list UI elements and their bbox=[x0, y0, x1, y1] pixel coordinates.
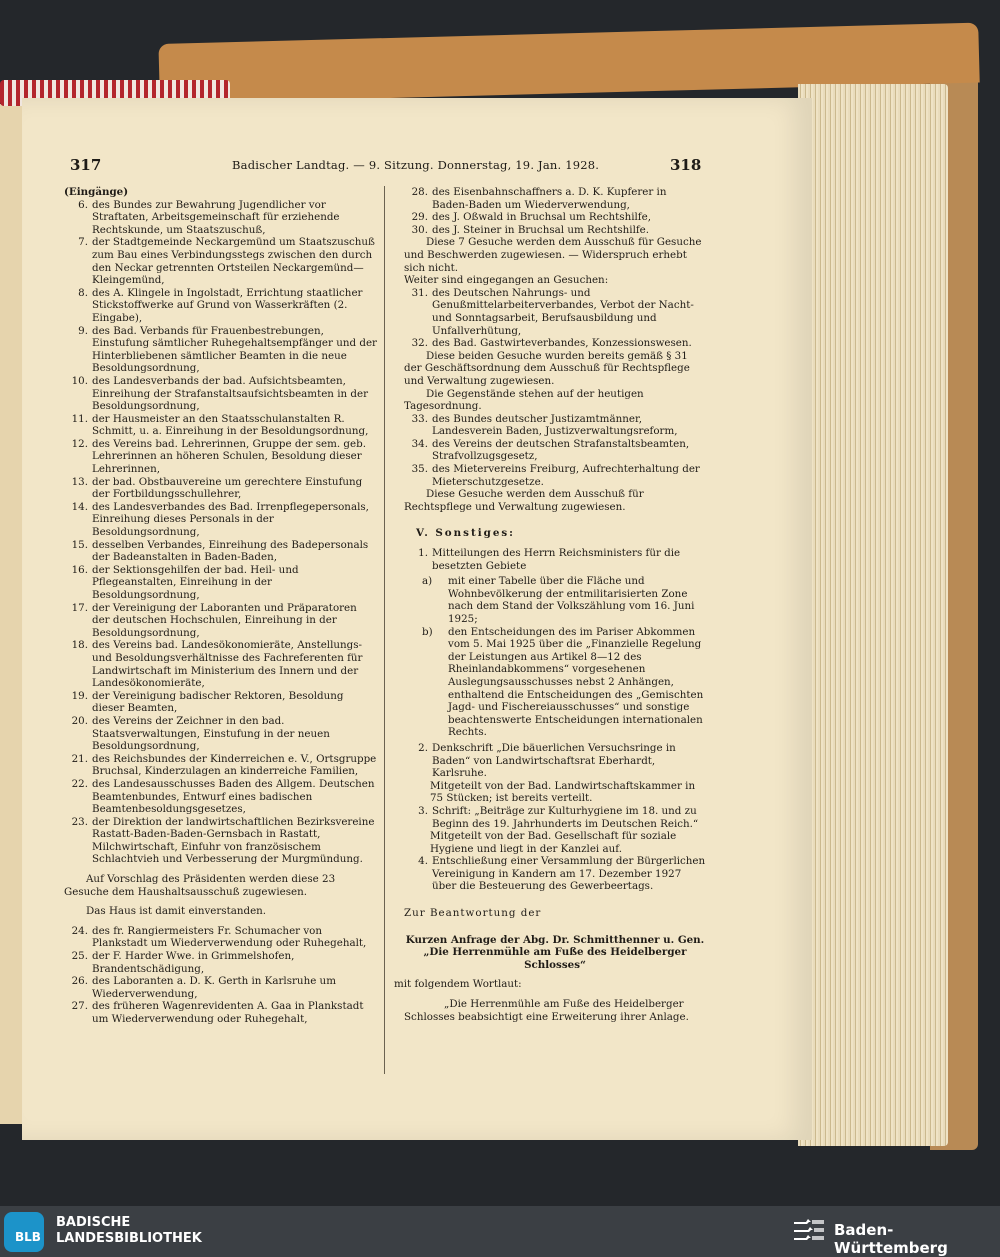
paragraph: Diese 7 Gesuche werden dem Ausschuß für Gesuche und Beschwerden zugewiesen. — Widerspruch erhebt sich nicht. bbox=[404, 236, 702, 274]
item-text: Mitteilungen des Herrn Reichsministers für die besetzten Gebiete bbox=[432, 547, 681, 572]
item-number: 7. bbox=[78, 236, 88, 249]
item-number: 8. bbox=[78, 286, 88, 299]
sub-item bbox=[404, 575, 706, 625]
item-text: der F. Harder Wwe. in Grimmelshofen, Brandentschädigung, bbox=[92, 950, 295, 975]
list-item bbox=[64, 816, 377, 866]
list-item bbox=[64, 778, 377, 816]
page-edges bbox=[798, 84, 948, 1146]
list-item bbox=[404, 463, 706, 488]
item-text: der Direktion der landwirtschaftlichen Bezirksvereine Rastatt-Baden-Baden-Gernsbach in Rastatt, Milchwirtschaft, Einfuhr von französischem Schlachtvieh und Verbesserung der Murgmündung. bbox=[92, 815, 375, 866]
item-number: 1. bbox=[418, 547, 428, 560]
list-item bbox=[64, 925, 377, 950]
item-number: 31. bbox=[411, 286, 428, 299]
list-item bbox=[404, 186, 706, 211]
list-item bbox=[404, 224, 706, 237]
petition-list bbox=[64, 925, 377, 1026]
section-title: V. Sonstiges: bbox=[416, 527, 515, 540]
sub-item bbox=[404, 626, 706, 739]
paragraph: Weiter sind eingegangen an Gesuchen: bbox=[404, 274, 609, 287]
item-number: 9. bbox=[78, 324, 88, 337]
list-item bbox=[64, 375, 377, 413]
item-number: 17. bbox=[71, 601, 88, 614]
paragraph: mit folgendem Wortlaut: bbox=[394, 978, 522, 991]
item-number: 13. bbox=[71, 475, 88, 488]
column-rule bbox=[384, 186, 385, 1074]
list-item bbox=[64, 539, 377, 564]
item-number: 28. bbox=[411, 186, 428, 198]
item-text: des Vereins der deutschen Strafanstaltsbeamten, Strafvollzugsgesetz, bbox=[432, 437, 690, 463]
page-number-left: 317 bbox=[70, 156, 102, 174]
item-text: der Stadtgemeinde Neckargemünd um Staatszuschuß zum Bau eines Verbindungsstegs zwischen den durch den Neckar getrennten Ortsteilen Neckargemünd—Kleingemünd, bbox=[92, 236, 375, 287]
paragraph: Das Haus ist damit einverstanden. bbox=[86, 905, 267, 918]
list-item bbox=[404, 547, 706, 572]
item-number: 27. bbox=[71, 1000, 88, 1013]
list-item bbox=[64, 438, 377, 476]
item-letter: b) bbox=[422, 625, 433, 638]
item-number: 18. bbox=[71, 639, 88, 652]
baden-wuerttemberg-lions-icon bbox=[792, 1216, 826, 1246]
item-text: des Bundes zur Bewahrung Jugendlicher vor Straftaten, Arbeitsgemeinschaft für erziehende Rechtskunde, um Staatszuschuß, bbox=[92, 198, 340, 236]
item-text: mit einer Tabelle über die Fläche und Wohnbevölkerung der entmilitarisierten Zone nach dem Stand der Volkszählung vom 16. Juni 1925; bbox=[448, 575, 695, 625]
list-item bbox=[404, 211, 706, 224]
running-head: Badischer Landtag. — 9. Sitzung. Donnerstag, 19. Jan. 1928. bbox=[232, 158, 600, 172]
blb-logo-icon: BLB bbox=[4, 1212, 44, 1252]
list-item bbox=[64, 975, 377, 1000]
paragraph: Mitgeteilt von der Bad. Gesellschaft für soziale Hygiene und liegt in der Kanzlei auf. bbox=[430, 830, 677, 855]
list-item bbox=[404, 855, 706, 893]
item-text: des A. Klingele in Ingolstadt, Errichtung staatlicher Stickstoffwerke auf Grund von Wasserkräften (2. Eingabe), bbox=[92, 286, 363, 324]
item-number: 16. bbox=[71, 563, 88, 576]
item-text: des fr. Rangiermeisters Fr. Schumacher von Plankstadt um Wiederverwendung oder Ruhegehalt, bbox=[92, 924, 367, 950]
paragraph: Diese beiden Gesuche wurden bereits gemäß § 31 der Geschäftsordnung dem Ausschuß für Rechtspflege und Verwaltung zugewiesen. bbox=[404, 349, 690, 387]
inquiry-title: Kurzen Anfrage der Abg. Dr. Schmitthenner u. Gen. bbox=[405, 933, 705, 946]
item-number: 20. bbox=[71, 714, 88, 727]
item-number: 3. bbox=[418, 804, 428, 817]
item-text: des Eisenbahnschaffners a. D. K. Kupferer in Baden-Baden um Wiederverwendung, bbox=[432, 186, 667, 211]
list-item bbox=[404, 413, 706, 438]
item-text: der Vereinigung der Laboranten und Präparatoren der deutschen Hochschulen, Einreihung in der Besoldungsordnung, bbox=[92, 601, 357, 639]
paragraph: Diese Gesuche werden dem Ausschuß für Rechtspflege und Verwaltung zugewiesen. bbox=[404, 488, 644, 513]
right-column bbox=[394, 186, 706, 1023]
item-number: 19. bbox=[71, 689, 88, 702]
petition-list bbox=[404, 287, 706, 350]
item-number: 2. bbox=[418, 741, 428, 754]
item-text: des Vereins bad. Landesökonomieräte, Anstellungs- und Besoldungsverhältnisse des Fachreferenten für Landwirtschaft im Ministerium des Innern und der Landesökonomieräte, bbox=[92, 639, 363, 690]
item-text: des Deutschen Nahrungs- und Genußmittelarbeiterverbandes, Verbot der Nacht- und Sonntagsarbeit, Berufsausbildung und Unfallverhütung, bbox=[432, 286, 694, 337]
item-text: den Entscheidungen des im Pariser Abkommen vom 5. Mai 1925 über die „Finanzielle Regelung der Leistungen aus Artikel 8—12 des Rheinlandabkommens“ vorgesehenen Auslegungsausschusses nebst 2 Anhängen, enthaltend die Entscheidungen des „Gemischten Jagd- und Fischereiausschusses“ und sonstige beachtenswerte Entscheidungen internationalen Rechts. bbox=[448, 625, 704, 739]
quote: „Die Herrenmühle am Fuße des Heidelberger Schlosses beabsichtigt eine Erweiterung ihrer Anlage. bbox=[404, 998, 689, 1023]
item-number: 10. bbox=[71, 374, 88, 387]
item-text: des Laboranten a. D. K. Gerth in Karlsruhe um Wiederverwendung, bbox=[92, 975, 336, 1000]
list-item bbox=[64, 199, 377, 237]
left-column bbox=[64, 186, 377, 1026]
list-item bbox=[64, 564, 377, 602]
item-number: 25. bbox=[71, 950, 88, 963]
list-item bbox=[404, 438, 706, 463]
item-number: 12. bbox=[71, 437, 88, 450]
item-number: 14. bbox=[71, 500, 88, 513]
inquiry-subject: „Die Herrenmühle am Fuße des Heidelberger Schlosses“ bbox=[423, 946, 687, 971]
item-number: 32. bbox=[411, 337, 428, 350]
footer-bar bbox=[0, 1206, 1000, 1256]
petition-list bbox=[64, 199, 377, 866]
item-text: Denkschrift „Die bäuerlichen Versuchsringe in Baden“ von Landwirtschaftsrat Eberhardt, Karlsruhe. bbox=[432, 741, 676, 780]
item-text: desselben Verbandes, Einreihung des Badepersonals der Badeanstalten in Baden-Baden, bbox=[92, 538, 369, 564]
list-item bbox=[64, 639, 377, 689]
item-text: des Landesverbandes des Bad. Irrenpflegepersonals, Einreihung dieses Personals in der Besoldungsordnung, bbox=[92, 500, 369, 539]
list-item bbox=[404, 287, 706, 337]
petition-list bbox=[404, 186, 706, 236]
item-number: 33. bbox=[411, 412, 428, 425]
library-name: BADISCHE LANDESBIBLIOTHEK bbox=[56, 1215, 202, 1246]
item-text: des Mietervereins Freiburg, Aufrechterhaltung der Mieterschutzgesetze. bbox=[432, 463, 700, 488]
list-item bbox=[64, 287, 377, 325]
paragraph: Zur Beantwortung der bbox=[404, 907, 542, 920]
paragraph: Die Gegenstände stehen auf der heutigen Tagesordnung. bbox=[404, 387, 644, 413]
list-item bbox=[64, 950, 377, 975]
item-number: 26. bbox=[71, 975, 88, 988]
item-letter: a) bbox=[422, 575, 433, 588]
list-item bbox=[404, 742, 706, 780]
section-heading: (Eingänge) bbox=[64, 186, 129, 198]
list-item bbox=[64, 413, 377, 438]
item-text: der Vereinigung badischer Rektoren, Besoldung dieser Beamten, bbox=[92, 689, 344, 715]
item-number: 24. bbox=[71, 924, 88, 937]
item-number: 30. bbox=[411, 223, 428, 236]
list-item bbox=[64, 325, 377, 375]
item-number: 6. bbox=[78, 198, 88, 211]
item-text: des Bad. Gastwirteverbandes, Konzessionswesen. bbox=[432, 337, 692, 350]
item-text: der Sektionsgehilfen der bad. Heil- und Pflegeanstalten, Einreihung in der Besoldungsordnung, bbox=[92, 563, 299, 601]
item-number: 34. bbox=[411, 437, 428, 450]
item-number: 35. bbox=[411, 463, 428, 476]
item-number: 23. bbox=[71, 815, 88, 828]
paragraph: Auf Vorschlag des Präsidenten werden diese 23 Gesuche dem Haushaltsausschuß zugewiesen. bbox=[64, 873, 336, 898]
item-number: 11. bbox=[71, 412, 88, 425]
item-text: Schrift: „Beiträge zur Kulturhygiene im 18. und zu Beginn des 19. Jahrhunderts im Deutschen Reich.“ bbox=[432, 804, 699, 830]
list-item bbox=[64, 236, 377, 286]
list-item bbox=[64, 753, 377, 778]
item-number: 4. bbox=[418, 855, 428, 868]
list-item bbox=[64, 715, 377, 753]
list-item bbox=[64, 690, 377, 715]
item-text: des Reichsbundes der Kinderreichen e. V., Ortsgruppe Bruchsal, Kinderzulagen an kinderreiche Familien, bbox=[92, 752, 377, 778]
page-number-right: 318 bbox=[670, 156, 702, 174]
item-text: des früheren Wagenrevidenten A. Gaa in Plankstadt um Wiederverwendung oder Ruhegehalt, bbox=[92, 1000, 364, 1025]
item-text: des Landesausschusses Baden des Allgem. Deutschen Beamtenbundes, Entwurf eines badischen Beamtenbesoldungsgesetzes, bbox=[92, 777, 375, 816]
item-text: des Bad. Verbands für Frauenbestrebungen, Einstufung sämtlicher Ruhegehaltsempfänger und der Hinterbliebenen sämtlicher Beamten in die neue Besoldungsordnung, bbox=[92, 324, 377, 375]
item-text: des Landesverbands der bad. Aufsichtsbeamten, Einreihung der Strafanstaltsaufsichtsbeamten in der Besoldungsordnung, bbox=[92, 374, 369, 413]
petition-list bbox=[404, 413, 706, 489]
item-number: 29. bbox=[411, 211, 428, 224]
list-item bbox=[404, 337, 706, 350]
item-number: 15. bbox=[71, 538, 88, 551]
list-item bbox=[64, 501, 377, 539]
list-item bbox=[64, 1000, 377, 1025]
item-text: der bad. Obstbauvereine um gerechtere Einstufung der Fortbildungsschullehrer, bbox=[92, 475, 363, 501]
item-text: des J. Steiner in Bruchsal um Rechtshilfe. bbox=[432, 223, 650, 236]
item-text: des J. Oßwald in Bruchsal um Rechtshilfe, bbox=[432, 211, 651, 224]
item-text: Entschließung einer Versammlung der Bürgerlichen Vereinigung in Kandern am 17. Dezember 1927 über die Besteuerung des Gewerbeertags. bbox=[432, 855, 706, 893]
left-page-edge bbox=[0, 104, 22, 1124]
item-text: des Vereins bad. Lehrerinnen, Gruppe der sem. geb. Lehrerinnen an höheren Schulen, Besoldung dieser Lehrerinnen, bbox=[92, 437, 366, 476]
list-item bbox=[404, 805, 706, 830]
item-number: 21. bbox=[71, 752, 88, 765]
item-text: der Hausmeister an den Staatsschulanstalten R. Schmitt, u. a. Einreihung in der Besoldungsordnung, bbox=[92, 412, 369, 438]
item-text: des Bundes deutscher Justizamtmänner, Landesverein Baden, Justizverwaltungsreform, bbox=[432, 412, 678, 438]
state-name: Baden-Württemberg bbox=[834, 1221, 948, 1257]
paragraph: Mitgeteilt von der Bad. Landwirtschaftskammer in 75 Stücken; ist bereits verteilt. bbox=[430, 779, 696, 805]
item-number: 22. bbox=[71, 777, 88, 790]
list-item bbox=[64, 476, 377, 501]
item-text: des Vereins der Zeichner in den bad. Staatsverwaltungen, Einstufung in der neuen Besoldungsordnung, bbox=[92, 714, 330, 753]
list-item bbox=[64, 602, 377, 640]
